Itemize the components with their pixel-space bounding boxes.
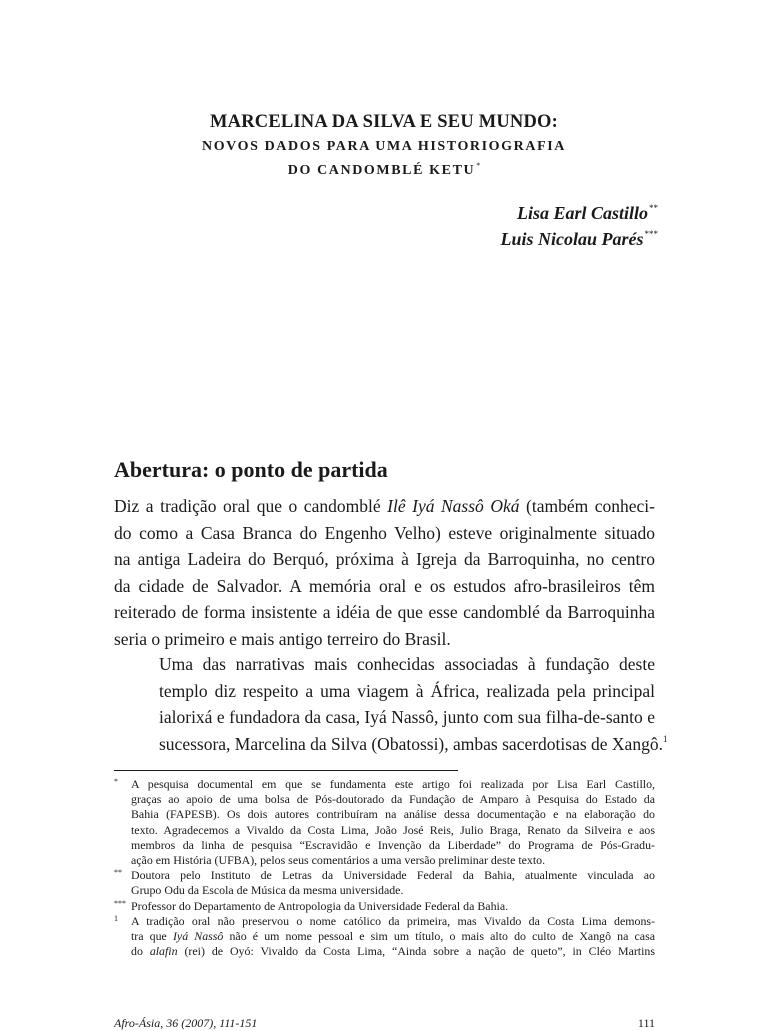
text-run: tra que: [131, 929, 173, 944]
text-run: não é um nome pessoal e sim um título, o mais alto do culto de Xangô na casa: [223, 929, 655, 944]
footnote-mark: *: [114, 777, 118, 786]
subtitle-footnote-mark[interactable]: *: [476, 161, 481, 170]
footnote-double-star: [114, 868, 655, 898]
footnote-ref-1[interactable]: 1: [662, 733, 668, 744]
footnote-line: ação em História (UFBA), pelos seus comentários a uma versão preliminar deste texto.: [131, 853, 546, 868]
paragraph-line: templo diz respeito a uma viagem à África, realizada pela principal: [159, 680, 655, 701]
footnote-1: [114, 914, 655, 960]
footnote-line: graças ao apoio de uma bolsa de Pós-doutorado da Fundação de Amparo à Pesquisa do Estado da: [131, 792, 655, 807]
text-run: Diz a tradição oral que o candomblé: [114, 496, 388, 516]
footnote-line: A tradição oral não preservou o nome católico da primeira, mas Vivaldo da Costa Lima demons-: [131, 913, 655, 928]
author-1: [517, 203, 658, 224]
paragraph-line: da cidade de Salvador. A memória oral e os estudos afro-brasileiros têm: [114, 575, 655, 596]
paragraph-line: ialorixá e fundadora da casa, Iyá Nassô, junto com sua filha-de-santo e: [159, 707, 655, 727]
footnote-line: [131, 929, 655, 944]
article-subtitle-line-1: NOVOS DADOS PARA UMA HISTORIOGRAFIA: [201, 139, 566, 154]
footnotes: [114, 777, 655, 959]
author-footnote-mark[interactable]: **: [649, 203, 658, 213]
footnote-mark: ***: [114, 898, 126, 908]
paragraph-line: reiterado de forma insistente a idéia de que esse candomblé da Barroquinha: [114, 602, 655, 622]
paragraph-line: Uma das narrativas mais conhecidas associadas à fundação deste: [159, 654, 655, 674]
text-run: sucessora, Marcelina da Silva (Obatossi), ambas sacerdotisas de Xangô.: [159, 733, 663, 754]
page-number: 111: [637, 1016, 655, 1030]
terreiro-name: Ilê Iyá Nassô Oká: [387, 496, 520, 516]
footnote-triple-star: [114, 899, 655, 914]
subtitle-text: DO CANDOMBLÉ KETU: [287, 163, 476, 178]
paragraph-line: do como a Casa Branca do Engenho Velho) esteve originalmente situado: [114, 522, 655, 543]
text-run: do: [131, 944, 150, 959]
paragraph-line: [114, 731, 668, 758]
title-term: Iyá Nassô: [172, 929, 224, 944]
footnote-line: [131, 944, 655, 959]
journal-citation: Afro-Ásia, 36 (2007), 111-151: [114, 1016, 258, 1030]
paragraph-line: seria o primeiro e mais antigo terreiro do Brasil.: [114, 628, 451, 649]
footnote-mark: 1: [114, 913, 118, 923]
section-heading: Abertura: o ponto de partida: [114, 457, 388, 482]
article-subtitle-line-2: [0, 161, 768, 179]
paragraph-line: na antiga Ladeira do Berquó, próxima à Igreja da Barroquinha, no centro: [114, 549, 655, 569]
footnote-line: Doutora pelo Instituto de Letras da Universidade Federal da Bahia, atualmente vinculada ao: [131, 868, 655, 883]
paragraph-2: [114, 651, 668, 757]
text-run: (rei) de Oyó: Vivaldo da Costa Lima, “Ainda sobre a nação de queto”, in Cléo Martins: [177, 944, 655, 959]
footnote-line: Professor do Departamento de Antropologia da Universidade Federal da Bahia.: [131, 898, 509, 913]
footnote-line: membros da linha de pesquisa “Escravidão e Invenção da Liberdade” do Programa de Pós-Gradu-: [131, 837, 655, 852]
author-footnote-mark[interactable]: ***: [644, 229, 658, 239]
footnote-divider: [114, 770, 458, 771]
footnote-star: [114, 777, 655, 868]
footnote-line: Grupo Odu da Escola de Música da mesma universidade.: [131, 883, 404, 898]
footnote-line: A pesquisa documental em que se fundamenta este artigo foi realizada por Lisa Earl Castillo,: [131, 777, 655, 791]
article-title: MARCELINA DA SILVA E SEU MUNDO:: [209, 112, 558, 132]
paragraph-line: [114, 493, 655, 520]
paragraph-1: [114, 493, 655, 652]
author-name: Luis Nicolau Parés: [500, 229, 644, 249]
author-2: [500, 229, 658, 250]
footnote-line: texto. Agradecemos a Vivaldo da Costa Lima, João José Reis, Julio Braga, Renato da Silveira e aos: [131, 822, 655, 837]
footnote-mark: **: [114, 868, 122, 878]
title-term: alafin: [149, 944, 178, 959]
author-name: Lisa Earl Castillo: [516, 203, 648, 223]
text-run: (também conheci-: [519, 496, 655, 516]
footnote-line: Bahia (FAPESB). Os dois autores contribuíram na análise dessa documentação e na elaboração do: [131, 807, 655, 822]
